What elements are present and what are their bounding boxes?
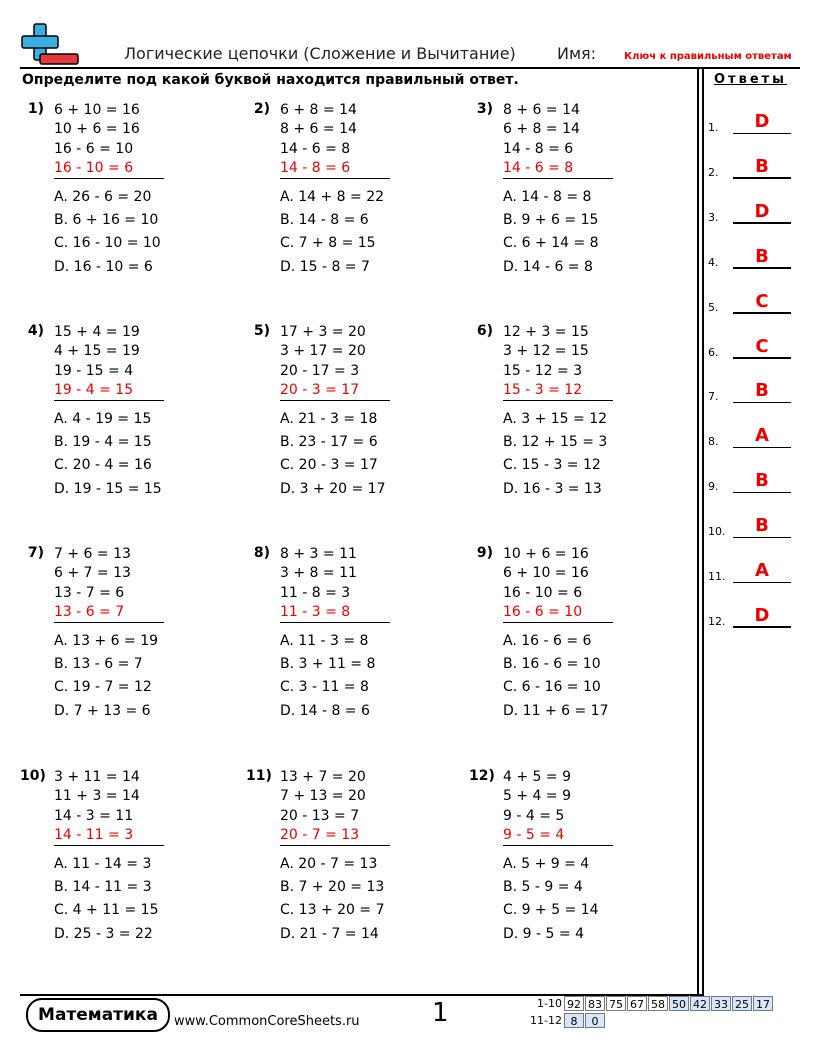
problem-number: 4) (27, 323, 44, 339)
option-item: A. 11 - 14 = 3 (54, 856, 152, 872)
problem-number: 7) (27, 545, 44, 561)
answer-row (708, 469, 798, 493)
chain-equation: 13 - 7 = 6 (54, 584, 125, 601)
option-item: D. 11 + 6 = 17 (503, 702, 609, 719)
option-item: C. 9 + 5 = 14 (503, 902, 599, 919)
answer-options (280, 408, 385, 501)
chain-equation: 6 + 8 = 14 (503, 121, 580, 138)
chain-equation: 14 - 3 = 11 (54, 807, 134, 824)
option-item: D. 14 - 8 = 6 (280, 702, 370, 719)
score-cell: 58 (648, 996, 668, 1011)
score-cell: 25 (732, 996, 752, 1011)
chain-answer: 11 - 3 = 8 (280, 604, 390, 623)
option-item: B. 14 - 11 = 3 (54, 879, 152, 896)
chain-equation: 8 + 6 = 14 (280, 121, 357, 138)
answer-letter: D (754, 111, 770, 132)
option-item: A. 20 - 7 = 13 (280, 856, 378, 872)
score-cell: 33 (711, 996, 731, 1011)
fact-chain (280, 768, 390, 846)
answer-line (733, 537, 791, 539)
worksheet-title: Логические цепочки (Сложение и Вычитание) (124, 44, 516, 63)
answer-row (708, 245, 798, 269)
fact-chain (54, 101, 164, 179)
option-item: D. 16 - 10 = 6 (54, 258, 153, 275)
problem-block (469, 768, 679, 968)
fact-chain (54, 768, 164, 846)
chain-equation: 6 + 8 = 14 (280, 102, 357, 118)
option-item: D. 16 - 3 = 13 (503, 480, 602, 497)
answer-number: 12. (708, 614, 726, 628)
problem-block (20, 545, 230, 745)
problem-number: 8) (253, 545, 270, 561)
answer-number: 3. (708, 210, 719, 224)
chain-equation: 9 - 4 = 5 (503, 807, 565, 824)
chain-equation: 16 - 6 = 10 (54, 140, 134, 157)
option-item: A. 14 - 8 = 8 (503, 189, 592, 205)
answers-heading: Ответы (714, 72, 787, 87)
chain-equation: 3 + 11 = 14 (54, 769, 140, 785)
answer-number: 6. (708, 345, 719, 359)
answer-letter: B (755, 245, 769, 267)
answer-number: 10. (708, 525, 726, 539)
answer-letter: B (755, 380, 769, 402)
option-item: A. 13 + 6 = 19 (54, 633, 159, 649)
option-item: D. 15 - 8 = 7 (280, 258, 370, 275)
option-item: C. 13 + 20 = 7 (280, 902, 385, 919)
problem-block (246, 323, 456, 523)
answer-number: 8. (708, 435, 719, 449)
answer-row (708, 290, 798, 314)
option-item: C. 16 - 10 = 10 (54, 235, 161, 252)
answers-divider (702, 67, 704, 1000)
answer-letter: B (755, 155, 769, 177)
option-item: A. 11 - 3 = 8 (280, 633, 369, 649)
answer-options (54, 853, 158, 946)
answers-divider (697, 67, 699, 1000)
score-cell: 42 (690, 996, 710, 1011)
option-item: A. 4 - 19 = 15 (54, 411, 152, 427)
answer-number: 4. (708, 255, 719, 269)
chain-equation: 3 + 17 = 20 (280, 343, 366, 360)
answer-number: 5. (708, 300, 719, 314)
option-item: C. 7 + 8 = 15 (280, 235, 376, 252)
fact-chain (280, 323, 390, 401)
option-item: B. 12 + 15 = 3 (503, 434, 608, 451)
score-range-label: 1-10 (537, 997, 562, 1010)
option-item: B. 14 - 8 = 6 (280, 212, 369, 229)
option-item: B. 3 + 11 = 8 (280, 656, 376, 673)
answer-letter: C (755, 335, 769, 357)
chain-equation: 3 + 8 = 11 (280, 565, 357, 582)
answer-line (733, 626, 791, 628)
problem-block (246, 101, 456, 301)
option-item: C. 20 - 3 = 17 (280, 457, 378, 474)
problem-number: 6) (476, 323, 493, 339)
chain-equation: 8 + 3 = 11 (280, 546, 357, 562)
chain-equation: 5 + 4 = 9 (503, 788, 571, 805)
fact-chain (503, 323, 613, 401)
answer-row (708, 514, 798, 538)
answer-letter: A (755, 560, 769, 581)
chain-equation: 15 - 12 = 3 (503, 362, 583, 379)
answer-number: 11. (708, 570, 726, 583)
score-cell: 0 (585, 1013, 605, 1028)
score-cell: 67 (627, 996, 647, 1011)
answer-options (503, 853, 599, 946)
problem-number: 2) (253, 101, 270, 117)
answer-options (54, 408, 162, 501)
answer-letter: B (755, 470, 769, 492)
answer-row (708, 200, 798, 224)
plus-minus-logo-icon (20, 22, 80, 67)
answer-row (708, 110, 798, 134)
answer-number: 1. (708, 121, 719, 134)
chain-equation: 8 + 6 = 14 (503, 102, 580, 118)
chain-answer: 13 - 6 = 7 (54, 604, 164, 623)
answer-line (733, 133, 791, 135)
option-item: A. 21 - 3 = 18 (280, 411, 378, 427)
chain-answer: 9 - 5 = 4 (503, 827, 613, 846)
answer-row (708, 379, 798, 403)
score-cell: 17 (753, 996, 773, 1011)
chain-equation: 19 - 15 = 4 (54, 362, 134, 379)
chain-equation: 20 - 13 = 7 (280, 807, 360, 824)
chain-answer: 14 - 11 = 3 (54, 827, 164, 846)
subject-badge: Математика (26, 998, 170, 1032)
option-item: C. 4 + 11 = 15 (54, 902, 159, 919)
option-item: A. 16 - 6 = 6 (503, 633, 592, 649)
answer-line (733, 177, 791, 179)
chain-answer: 14 - 6 = 8 (503, 160, 613, 179)
option-item: D. 19 - 15 = 15 (54, 480, 162, 497)
score-cell: 75 (606, 996, 626, 1011)
option-item: C. 19 - 7 = 12 (54, 679, 152, 696)
answer-line (733, 357, 791, 359)
problem-number: 5) (253, 323, 270, 339)
answer-options (54, 630, 158, 723)
answer-letter: D (754, 604, 770, 626)
answer-row (708, 155, 798, 179)
option-item: A. 14 + 8 = 22 (280, 189, 385, 205)
score-cell: 50 (669, 996, 689, 1011)
problem-block (469, 323, 679, 523)
answer-options (280, 630, 375, 723)
answer-row (708, 604, 798, 628)
instruction-text: Определите под какой буквой находится правильный ответ. (22, 72, 519, 88)
answer-line (733, 312, 791, 314)
chain-equation: 16 - 10 = 6 (503, 584, 583, 601)
problem-block (469, 101, 679, 301)
fact-chain (54, 323, 164, 401)
answer-options (280, 186, 384, 279)
chain-equation: 15 + 4 = 19 (54, 324, 140, 340)
chain-equation: 13 + 7 = 20 (280, 769, 366, 785)
answer-options (280, 853, 384, 946)
chain-equation: 6 + 10 = 16 (503, 565, 589, 582)
option-item: B. 13 - 6 = 7 (54, 656, 143, 673)
answer-number: 2. (708, 165, 719, 179)
chain-equation: 6 + 7 = 13 (54, 565, 131, 582)
problem-block (20, 768, 230, 968)
option-item: B. 19 - 4 = 15 (54, 434, 152, 451)
option-item: C. 3 - 11 = 8 (280, 679, 369, 696)
problem-block (20, 323, 230, 523)
fact-chain (280, 545, 390, 623)
answer-line (733, 402, 791, 404)
chain-equation: 20 - 17 = 3 (280, 362, 360, 379)
score-cell: 83 (585, 996, 605, 1011)
answer-options (503, 630, 608, 723)
name-label: Имя: (557, 44, 597, 63)
fact-chain (503, 101, 613, 179)
option-item: B. 23 - 17 = 6 (280, 434, 378, 451)
chain-equation: 14 - 6 = 8 (280, 140, 351, 157)
chain-equation: 12 + 3 = 15 (503, 324, 589, 340)
option-item: C. 6 + 14 = 8 (503, 235, 599, 252)
option-item: C. 20 - 4 = 16 (54, 457, 152, 474)
chain-answer: 16 - 10 = 6 (54, 160, 164, 179)
answer-row (708, 335, 798, 359)
fact-chain (503, 768, 613, 846)
problem-block (246, 768, 456, 968)
score-range-label: 11-12 (530, 1014, 562, 1027)
answer-key-label: Ключ к правильным ответам (624, 51, 792, 62)
problem-number: 10) (20, 768, 46, 784)
chain-answer: 16 - 6 = 10 (503, 604, 613, 623)
answer-row (708, 424, 798, 448)
answer-letter: A (755, 425, 769, 447)
answer-row (708, 559, 798, 583)
answer-letter: C (755, 290, 769, 312)
chain-equation: 3 + 12 = 15 (503, 343, 589, 360)
answer-options (503, 408, 607, 501)
answer-options (54, 186, 161, 279)
problem-block (20, 101, 230, 301)
option-item: A. 3 + 15 = 12 (503, 411, 608, 427)
answer-line (733, 267, 791, 269)
chain-equation: 7 + 13 = 20 (280, 788, 366, 805)
chain-equation: 7 + 6 = 13 (54, 546, 131, 562)
fact-chain (280, 101, 390, 179)
chain-equation: 11 - 8 = 3 (280, 584, 351, 601)
page-number: 1 (432, 998, 449, 1028)
chain-answer: 20 - 3 = 17 (280, 382, 390, 401)
fact-chain (54, 545, 164, 623)
chain-answer: 19 - 4 = 15 (54, 382, 164, 401)
answer-line (733, 447, 791, 449)
problem-number: 1) (27, 101, 44, 117)
problem-number: 12) (469, 768, 495, 784)
site-url: www.CommonCoreSheets.ru (174, 1014, 360, 1029)
option-item: C. 6 - 16 = 10 (503, 679, 601, 696)
score-cell: 8 (564, 1013, 584, 1028)
chain-equation: 11 + 3 = 14 (54, 788, 140, 805)
answer-number: 7. (708, 390, 719, 404)
option-item: A. 26 - 6 = 20 (54, 189, 152, 205)
problem-number: 9) (476, 545, 493, 561)
header-divider (20, 67, 800, 69)
answer-line (733, 492, 791, 494)
chain-equation: 10 + 6 = 16 (54, 121, 140, 138)
answer-options (503, 186, 599, 279)
option-item: D. 14 - 6 = 8 (503, 258, 593, 275)
chain-answer: 20 - 7 = 13 (280, 827, 390, 846)
problem-number: 11) (246, 768, 272, 784)
fact-chain (503, 545, 613, 623)
answer-number: 9. (708, 480, 719, 494)
chain-equation: 17 + 3 = 20 (280, 324, 366, 340)
chain-equation: 6 + 10 = 16 (54, 102, 140, 118)
chain-equation: 4 + 5 = 9 (503, 769, 571, 785)
answer-letter: B (755, 515, 769, 537)
chain-equation: 4 + 15 = 19 (54, 343, 140, 360)
chain-answer: 15 - 3 = 12 (503, 382, 613, 401)
problem-block (246, 545, 456, 745)
answer-line (733, 582, 791, 584)
option-item: D. 25 - 3 = 22 (54, 925, 153, 942)
problem-number: 3) (476, 101, 493, 117)
option-item: D. 7 + 13 = 6 (54, 702, 151, 719)
option-item: B. 5 - 9 = 4 (503, 879, 583, 896)
answer-line (733, 222, 791, 224)
answer-letter: D (754, 200, 770, 222)
option-item: B. 7 + 20 = 13 (280, 879, 385, 896)
option-item: B. 9 + 6 = 15 (503, 212, 599, 229)
chain-answer: 14 - 8 = 6 (280, 160, 390, 179)
option-item: B. 6 + 16 = 10 (54, 212, 159, 229)
score-cell: 92 (564, 996, 584, 1011)
option-item: B. 16 - 6 = 10 (503, 656, 601, 673)
option-item: C. 15 - 3 = 12 (503, 457, 601, 474)
problem-block (469, 545, 679, 745)
option-item: D. 21 - 7 = 14 (280, 925, 379, 942)
option-item: A. 5 + 9 = 4 (503, 856, 590, 872)
option-item: D. 3 + 20 = 17 (280, 480, 386, 497)
chain-equation: 10 + 6 = 16 (503, 546, 589, 562)
option-item: D. 9 - 5 = 4 (503, 925, 584, 942)
chain-equation: 14 - 8 = 6 (503, 140, 574, 157)
